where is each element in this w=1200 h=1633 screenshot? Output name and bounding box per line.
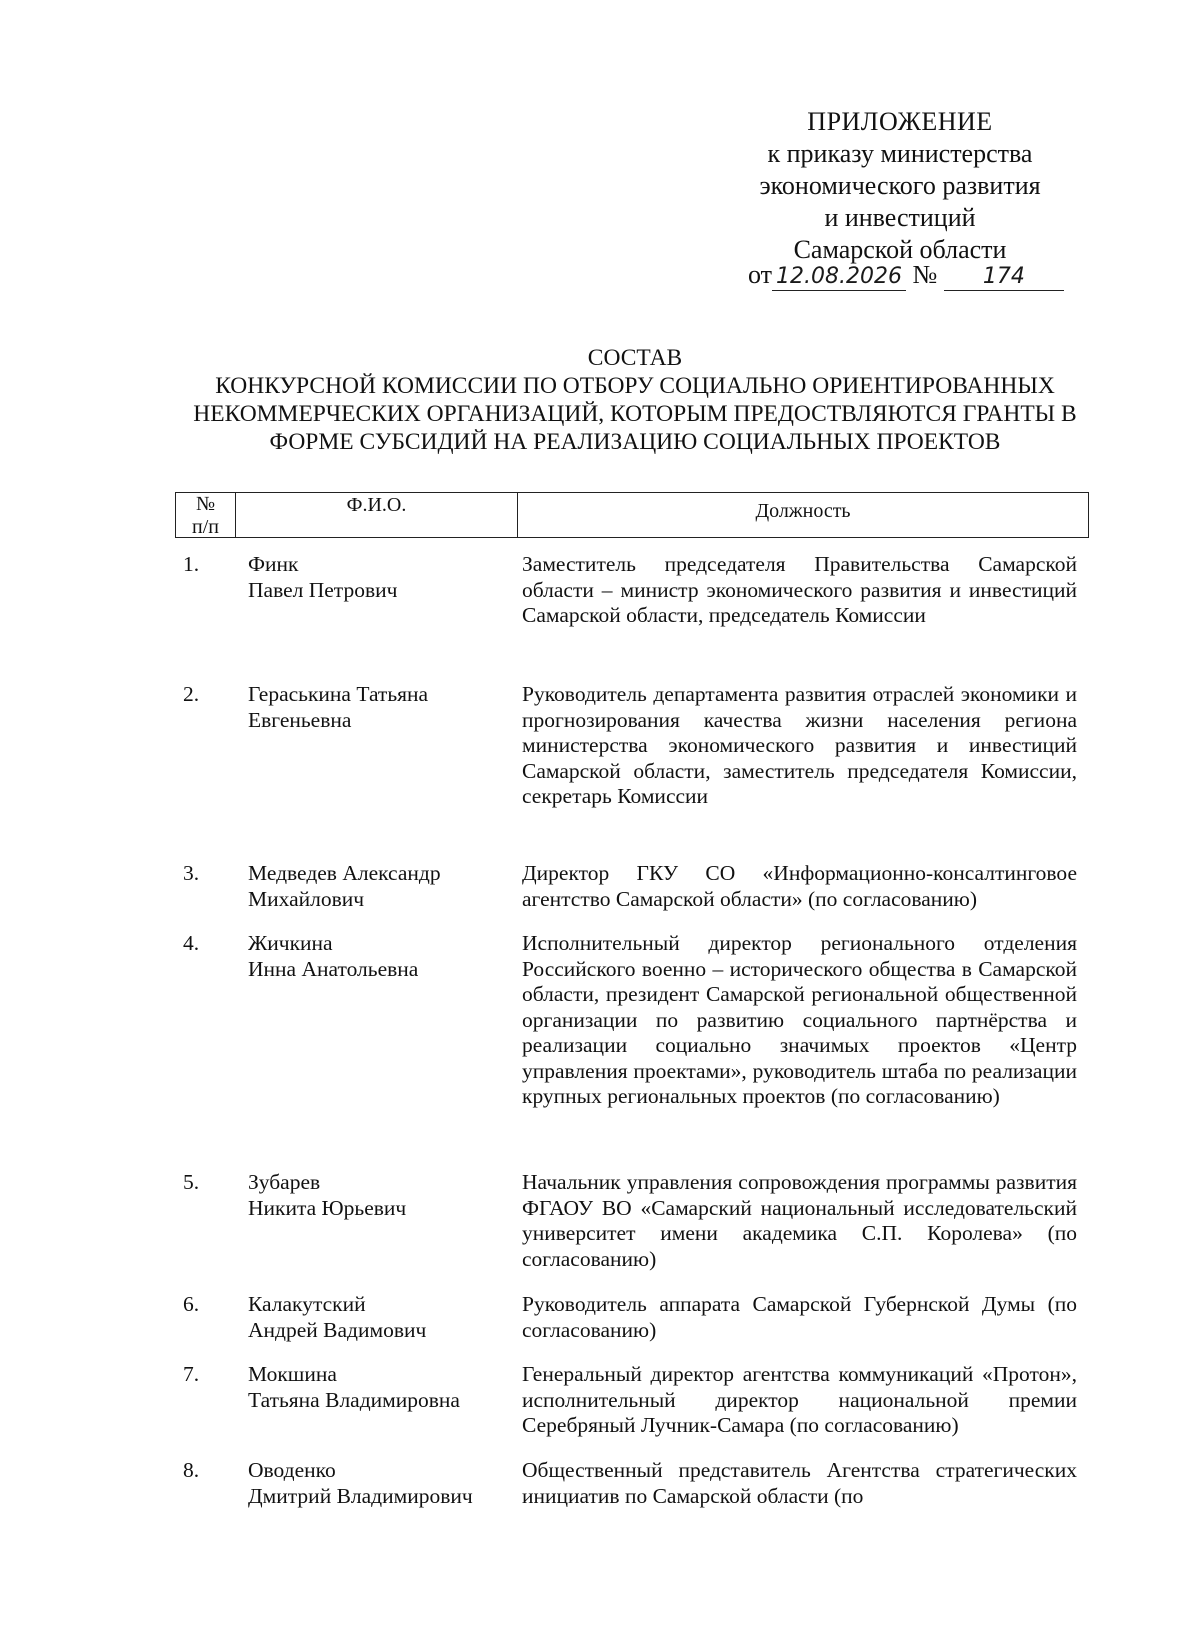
order-date-handwritten: 12.08.2026 <box>772 264 906 291</box>
member-given-names: Андрей Вадимович <box>248 1317 427 1342</box>
member-name <box>248 861 518 912</box>
order-number-prefix: № <box>912 260 938 289</box>
member-surname: Жичкина <box>248 931 333 955</box>
header-position-cell <box>518 493 1088 537</box>
order-reference <box>748 258 1068 292</box>
appendix-line: и инвестиций <box>824 203 976 232</box>
order-date-prefix: от <box>748 260 773 289</box>
member-position: Заместитель председателя Правительства Самарской области – министр экономического развития и инвестиций Самарской области, председатель Комиссии <box>522 552 1077 627</box>
order-number-handwritten: 174 <box>944 264 1064 291</box>
member-given-names: Михайлович <box>248 886 365 911</box>
member-given-names: Никита Юрьевич <box>248 1195 407 1220</box>
row-number: 7. <box>183 1362 200 1386</box>
member-surname: Медведев Александр <box>248 861 441 885</box>
member-surname: Гераськина Татьяна <box>248 682 429 706</box>
member-surname: Калакутский <box>248 1292 366 1316</box>
header-position-label: Должность <box>755 500 851 522</box>
row-number: 3. <box>183 861 200 885</box>
heading-line: ФОРМЕ СУБСИДИЙ НА РЕАЛИЗАЦИЮ СОЦИАЛЬНЫХ ПРОЕКТОВ <box>269 429 1001 455</box>
member-position: Руководитель аппарата Самарской Губернской Думы (по согласованию) <box>522 1292 1077 1342</box>
appendix-block <box>740 106 1060 266</box>
member-name <box>248 682 518 733</box>
row-number: 8. <box>183 1458 200 1482</box>
member-position: Исполнительный директор регионального отделения Российского военно – исторического общества в Самарской области, президент Самарской региональной общественной организации по развитию социального партнёрства и реализации социально значимых проектов «Центр управления проектами», руководитель штаба по реализации крупных региональных проектов (по согласованию) <box>522 931 1077 1108</box>
member-position: Директор ГКУ СО «Информационно-консалтинговое агентство Самарской области» (по согласованию) <box>522 861 1077 911</box>
header-number-sublabel: п/п <box>192 516 219 538</box>
member-given-names: Дмитрий Владимирович <box>248 1483 473 1508</box>
member-position: Начальник управления сопровождения программы развития ФГАОУ ВО «Самарский национальный исследовательский университет имени академика С.П. Королева» (по согласованию) <box>522 1170 1077 1271</box>
member-position: Руководитель департамента развития отраслей экономики и прогнозирования качества жизни населения региона министерства экономического развития и инвестиций Самарской области, заместитель председателя Комиссии, секретарь Комиссии <box>522 682 1077 808</box>
appendix-line: Самарской области <box>793 235 1007 264</box>
member-surname: Зубарев <box>248 1170 321 1194</box>
member-position: Общественный представитель Агентства стратегических инициатив по Самарской области (по <box>522 1458 1077 1508</box>
member-name <box>248 931 518 982</box>
member-name <box>248 1458 518 1509</box>
member-name <box>248 1292 518 1343</box>
appendix-line: экономического развития <box>759 171 1041 200</box>
member-name <box>248 1170 518 1221</box>
heading-line: КОНКУРСНОЙ КОМИССИИ ПО ОТБОРУ СОЦИАЛЬНО ОРИЕНТИРОВАННЫХ <box>215 373 1055 399</box>
row-number: 1. <box>183 552 200 576</box>
row-number: 2. <box>183 682 200 706</box>
row-number: 5. <box>183 1170 200 1194</box>
header-name-cell <box>236 493 518 537</box>
member-given-names: Павел Петрович <box>248 577 398 602</box>
header-name-label: Ф.И.О. <box>346 494 407 516</box>
appendix-title: ПРИЛОЖЕНИЕ <box>807 107 993 136</box>
member-given-names: Евгеньевна <box>248 707 352 732</box>
member-position: Генеральный директор агентства коммуникаций «Протон», исполнительный директор национальной премии Серебряный Лучник-Самара (по согласованию) <box>522 1362 1077 1437</box>
table-header <box>175 492 1089 538</box>
header-number-cell <box>176 493 236 537</box>
member-surname: Оводенко <box>248 1458 336 1482</box>
member-surname: Финк <box>248 552 299 576</box>
heading-line: НЕКОММЕРЧЕСКИХ ОРГАНИЗАЦИЙ, КОТОРЫМ ПРЕДОСТВЛЯЮТСЯ ГРАНТЫ В <box>193 401 1077 427</box>
row-number: 4. <box>183 931 200 955</box>
member-name <box>248 1362 518 1413</box>
header-number-label: № <box>195 493 216 515</box>
member-given-names: Татьяна Владимировна <box>248 1387 460 1412</box>
heading-line: СОСТАВ <box>587 345 683 371</box>
member-name <box>248 552 518 603</box>
row-number: 6. <box>183 1292 200 1316</box>
member-surname: Мокшина <box>248 1362 337 1386</box>
document-heading <box>160 344 1110 456</box>
appendix-line: к приказу министерства <box>767 139 1033 168</box>
member-given-names: Инна Анатольевна <box>248 956 419 981</box>
